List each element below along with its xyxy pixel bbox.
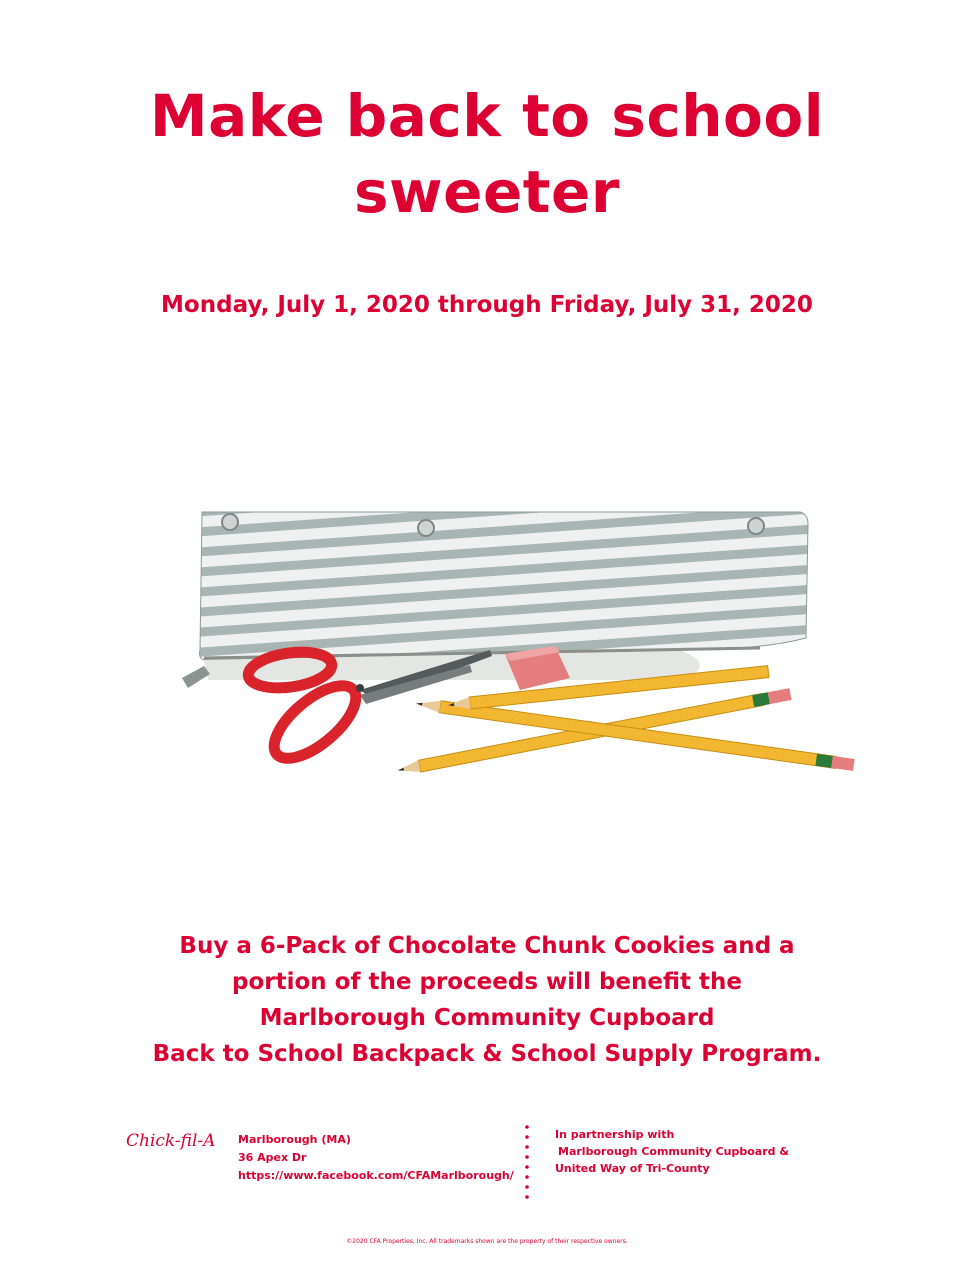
dotted-divider xyxy=(524,1124,530,1204)
partnership-intro: In partnership with xyxy=(555,1128,675,1141)
promotion-dates: Monday, July 1, 2020 through Friday, July 31, 2020 xyxy=(161,292,813,318)
svg-text:Chick-fil-A: Chick-fil-A xyxy=(126,1131,216,1151)
description-line-1: Buy a 6-Pack of Chocolate Chunk Cookies and a xyxy=(179,933,795,959)
description-line-2: portion of the proceeds will benefit the xyxy=(231,969,743,995)
headline xyxy=(0,78,974,230)
restaurant-name: Marlborough (MA) xyxy=(238,1133,351,1146)
facebook-link[interactable]: https://www.facebook.com/CFAMarlborough/ xyxy=(238,1169,514,1182)
headline-line-1: Make back to school xyxy=(149,82,825,150)
promotion-description xyxy=(0,928,974,1072)
headline-line-2: sweeter xyxy=(354,158,620,226)
legal-notice: ©2020 CFA Properties, Inc. All trademarks shown are the property of their respective owners. xyxy=(346,1238,628,1245)
chick-fil-a-logo xyxy=(124,1118,224,1158)
restaurant-street: 36 Apex Dr xyxy=(238,1151,307,1164)
school-supplies-illustration xyxy=(160,490,860,830)
description-line-4: Back to School Backpack & School Supply Program. xyxy=(152,1041,822,1067)
zipper-pull-icon xyxy=(182,666,210,688)
partnership-info xyxy=(555,1126,789,1177)
pencil-pouch xyxy=(182,512,808,688)
pencils xyxy=(397,666,855,777)
restaurant-address xyxy=(238,1131,514,1185)
description-line-3: Marlborough Community Cupboard xyxy=(259,1005,715,1031)
partner-line-1: Marlborough Community Cupboard & xyxy=(558,1145,789,1158)
partner-line-2: United Way of Tri-County xyxy=(555,1162,710,1175)
